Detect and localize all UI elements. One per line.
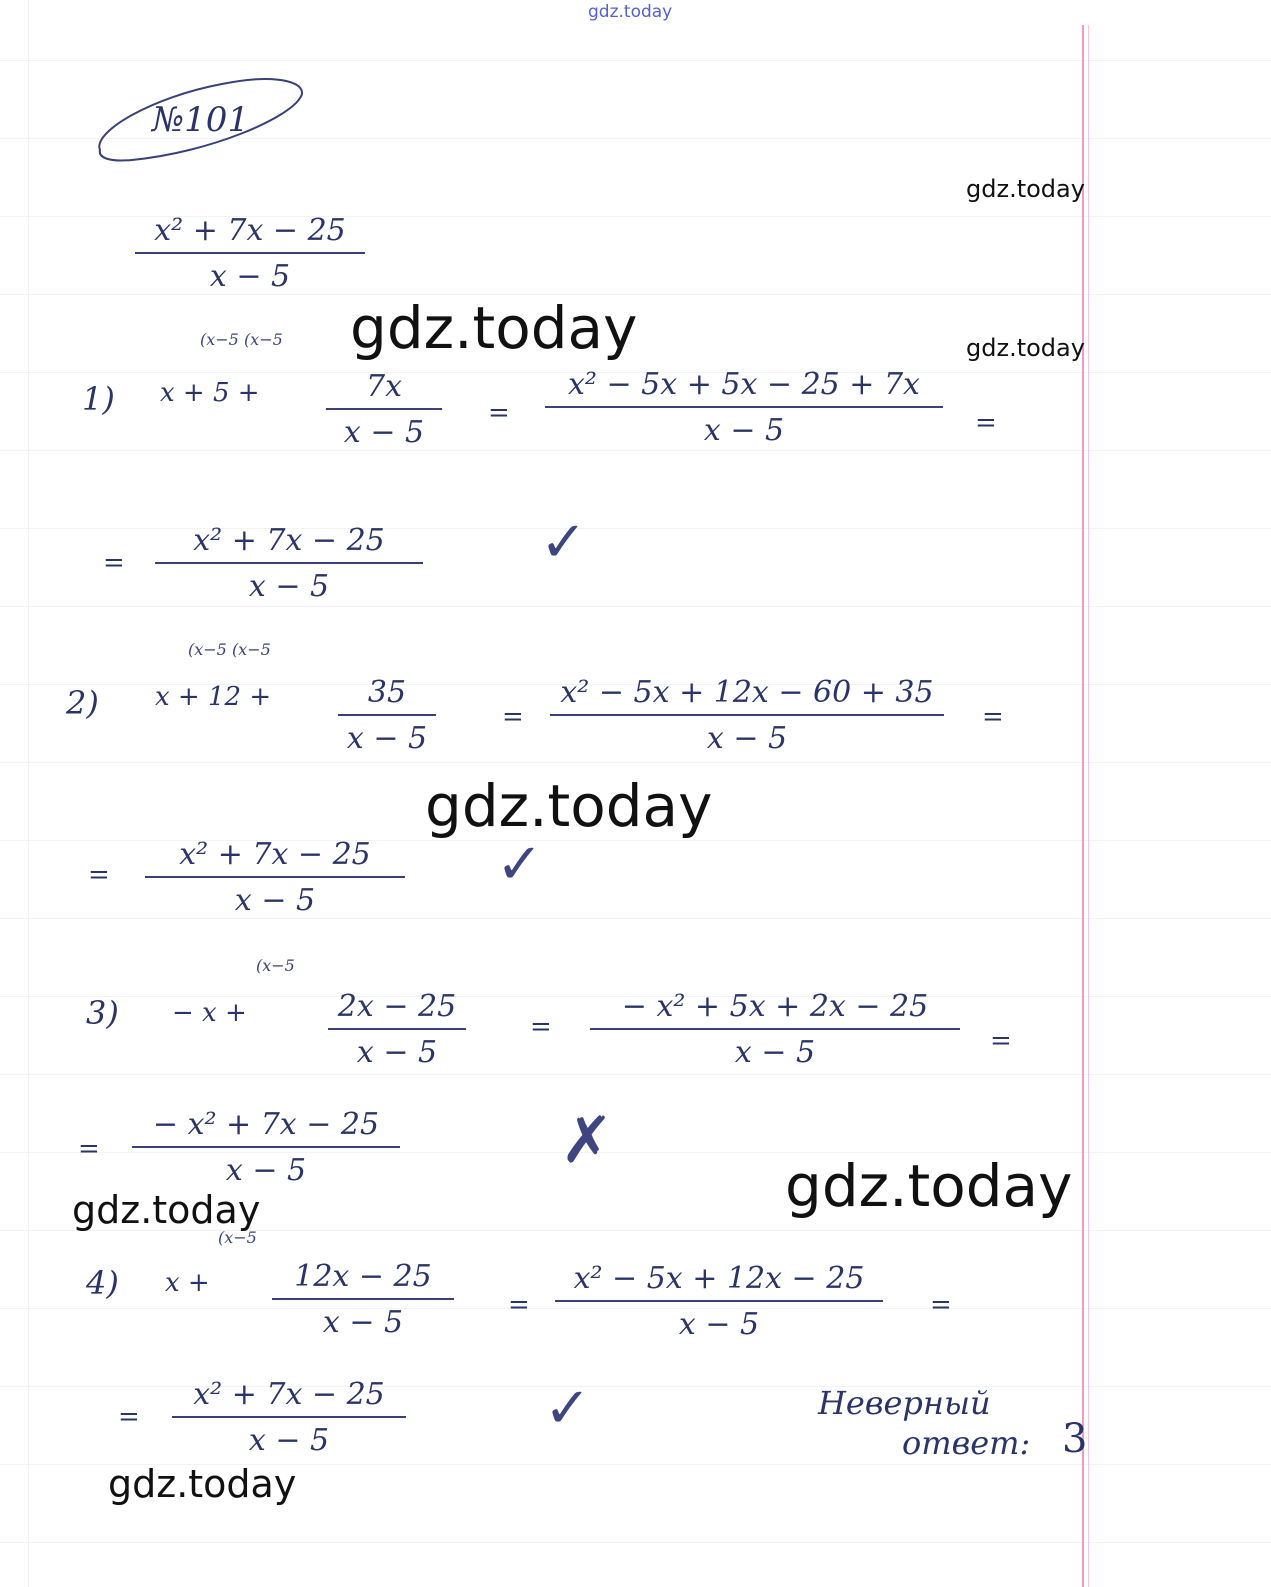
answer-line-2: ответ: bbox=[902, 1424, 1031, 1462]
equals-sign: = bbox=[990, 1026, 1012, 1056]
option-1-result-fraction bbox=[155, 522, 423, 606]
option-3-result-numerator: − x² + 7x − 25 bbox=[152, 1107, 380, 1142]
watermark: gdz.today bbox=[425, 772, 713, 840]
fraction-bar bbox=[545, 406, 943, 408]
equals-sign: = bbox=[103, 548, 125, 578]
option-3-lhs-denominator: x − 5 bbox=[356, 1035, 438, 1070]
fraction-bar bbox=[172, 1416, 406, 1418]
option-3-result-fraction bbox=[132, 1106, 400, 1190]
margin-line-shadow bbox=[1088, 25, 1089, 1587]
equals-sign: = bbox=[118, 1402, 140, 1432]
option-3-rhs-denominator: x − 5 bbox=[734, 1035, 816, 1070]
option-1-rhs-fraction bbox=[545, 366, 943, 450]
option-4-result-fraction bbox=[172, 1376, 406, 1460]
option-2-lhs-numerator: 35 bbox=[367, 675, 407, 710]
fraction-bar bbox=[135, 252, 365, 254]
option-1-result-denominator: x − 5 bbox=[248, 569, 330, 604]
option-2-result-numerator: x² + 7x − 25 bbox=[179, 837, 371, 872]
option-1-lhs-fraction bbox=[326, 368, 442, 452]
answer-line-1: Неверный bbox=[818, 1384, 991, 1422]
given-fraction bbox=[135, 212, 365, 296]
equals-sign: = bbox=[78, 1134, 100, 1164]
fraction-bar bbox=[328, 1028, 466, 1030]
option-1-rhs-denominator: x − 5 bbox=[703, 413, 785, 448]
watermark: gdz.today bbox=[966, 175, 1085, 203]
option-3-rhs-fraction bbox=[590, 988, 960, 1072]
watermark: gdz.today bbox=[785, 1152, 1073, 1220]
option-3-mark: ✗ bbox=[560, 1104, 614, 1178]
option-2-lhs: x + 12 + bbox=[155, 682, 272, 712]
option-3-lhs-numerator: 2x − 25 bbox=[337, 989, 457, 1024]
equals-sign: = bbox=[502, 702, 524, 732]
option-3-lhs: − x + bbox=[172, 998, 247, 1028]
equals-sign: = bbox=[975, 408, 997, 438]
equals-sign: = bbox=[930, 1290, 952, 1320]
fraction-bar bbox=[145, 876, 405, 878]
watermark: gdz.today bbox=[966, 334, 1085, 362]
option-3-result-denominator: x − 5 bbox=[225, 1153, 307, 1188]
equals-sign: = bbox=[982, 702, 1004, 732]
option-3-factor-hint: (x−5 bbox=[256, 956, 295, 975]
margin-line bbox=[1082, 25, 1084, 1587]
option-2-label: 2) bbox=[66, 684, 99, 722]
option-2-factor-hint: (x−5 (x−5 bbox=[188, 640, 271, 659]
option-1-mark: ✓ bbox=[540, 510, 587, 575]
fraction-bar bbox=[326, 408, 442, 410]
option-2-mark: ✓ bbox=[496, 832, 543, 897]
option-3-label: 3) bbox=[86, 994, 119, 1032]
option-4-lhs-numerator: 12x − 25 bbox=[294, 1259, 432, 1294]
option-4-label: 4) bbox=[86, 1264, 119, 1302]
option-1-label: 1) bbox=[82, 380, 115, 418]
fraction-bar bbox=[272, 1298, 454, 1300]
option-2-lhs-fraction bbox=[338, 674, 436, 758]
equals-sign: = bbox=[530, 1012, 552, 1042]
problem-number: №101 bbox=[152, 100, 250, 140]
grid-line bbox=[0, 762, 1271, 763]
option-4-lhs-denominator: x − 5 bbox=[322, 1305, 404, 1340]
option-4-mark: ✓ bbox=[544, 1376, 591, 1441]
option-4-lhs: x + bbox=[165, 1268, 210, 1298]
fraction-bar bbox=[555, 1300, 883, 1302]
option-1-lhs-denominator: x − 5 bbox=[343, 415, 425, 450]
grid-line bbox=[0, 450, 1271, 451]
watermark: gdz.today bbox=[108, 1462, 297, 1506]
fraction-bar bbox=[155, 562, 423, 564]
option-2-result-fraction bbox=[145, 836, 405, 920]
equals-sign: = bbox=[508, 1290, 530, 1320]
given-numerator: x² + 7x − 25 bbox=[154, 213, 346, 248]
header-watermark: gdz.today bbox=[588, 2, 673, 22]
option-2-result-denominator: x − 5 bbox=[234, 883, 316, 918]
option-2-rhs-numerator: x² − 5x + 12x − 60 + 35 bbox=[560, 675, 934, 710]
option-3-lhs-fraction bbox=[328, 988, 466, 1072]
option-1-lhs: x + 5 + bbox=[160, 378, 260, 408]
fraction-bar bbox=[132, 1146, 400, 1148]
option-2-rhs-denominator: x − 5 bbox=[706, 721, 788, 756]
option-2-lhs-denominator: x − 5 bbox=[346, 721, 428, 756]
option-1-result-numerator: x² + 7x − 25 bbox=[193, 523, 385, 558]
grid-line bbox=[0, 60, 1271, 61]
watermark: gdz.today bbox=[72, 1188, 261, 1232]
option-4-result-numerator: x² + 7x − 25 bbox=[193, 1377, 385, 1412]
option-4-factor-hint: (x−5 bbox=[218, 1228, 257, 1247]
option-1-rhs-numerator: x² − 5x + 5x − 25 + 7x bbox=[568, 367, 920, 402]
equals-sign: = bbox=[88, 860, 110, 890]
option-4-rhs-fraction bbox=[555, 1260, 883, 1344]
option-4-lhs-fraction bbox=[272, 1258, 454, 1342]
option-2-rhs-fraction bbox=[550, 674, 944, 758]
option-1-lhs-numerator: 7x bbox=[365, 369, 402, 404]
option-4-rhs-numerator: x² − 5x + 12x − 25 bbox=[573, 1261, 865, 1296]
grid-line bbox=[0, 606, 1271, 607]
fraction-bar bbox=[590, 1028, 960, 1030]
fraction-bar bbox=[338, 714, 436, 716]
option-4-result-denominator: x − 5 bbox=[248, 1423, 330, 1458]
option-4-rhs-denominator: x − 5 bbox=[678, 1307, 760, 1342]
option-3-rhs-numerator: − x² + 5x + 2x − 25 bbox=[621, 989, 929, 1024]
given-denominator: x − 5 bbox=[209, 259, 291, 294]
answer-value: 3 bbox=[1062, 1416, 1088, 1462]
watermark: gdz.today bbox=[350, 294, 638, 362]
left-border-line bbox=[28, 0, 29, 1587]
fraction-bar bbox=[550, 714, 944, 716]
equals-sign: = bbox=[488, 398, 510, 428]
grid-line bbox=[0, 1074, 1271, 1075]
option-1-factor-hint: (x−5 (x−5 bbox=[200, 330, 283, 349]
grid-line bbox=[0, 1542, 1271, 1543]
